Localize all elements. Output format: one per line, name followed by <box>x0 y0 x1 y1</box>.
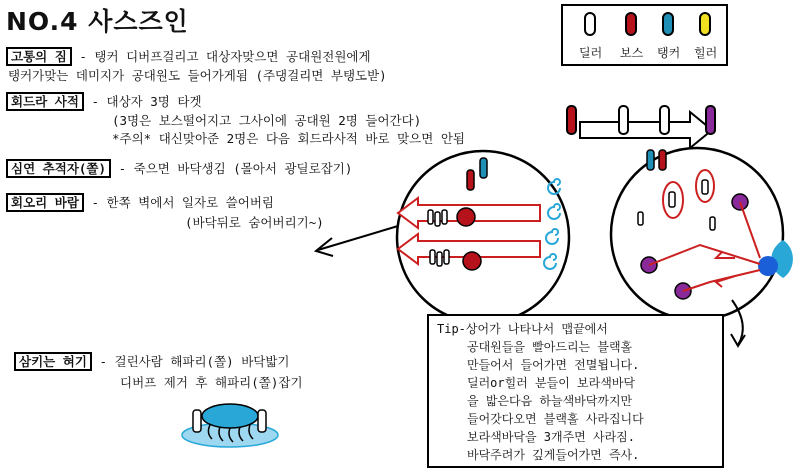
transition-arrow <box>580 112 712 148</box>
tip-line: 을 밟은다음 하늘색바닥까지만 <box>467 394 633 408</box>
jellyfish-platform-icon <box>182 404 278 447</box>
tip-box <box>427 314 724 468</box>
mechanic-name: 심연 추적자(쫄) <box>6 159 111 178</box>
tip-line: 보라색바닥을 3개주면 사라짐. <box>467 430 636 444</box>
legend-label-tank: 탱커 <box>657 46 681 60</box>
mechanic-abyss-stalker <box>6 159 352 177</box>
page-title: NO.4 사스즈인 <box>6 7 189 36</box>
mechanic-desc: (바닥뒤로 숨어버리기~) <box>185 215 324 230</box>
tip-line: 바닥주려가 깊게들어가면 즉사. <box>467 448 640 462</box>
arena-diagram-left <box>397 151 569 323</box>
legend-label-dealer: 딜러 <box>579 46 603 60</box>
arena-diagram-right <box>611 148 793 320</box>
tip-line: 공대원들을 빨아드리는 블랙홀 <box>467 340 633 354</box>
dealer-figure-icon <box>660 106 669 134</box>
legend-label-boss: 보스 <box>620 46 644 60</box>
mechanic-name: 회드라 사적 <box>6 92 84 111</box>
mechanic-devouring-tongue <box>14 352 290 370</box>
mechanic-target <box>6 92 202 110</box>
pointer-arrow <box>316 226 398 256</box>
mechanic-desc: - 대상자 3명 타겟 <box>91 94 202 109</box>
mechanic-burden <box>6 47 371 65</box>
mechanic-desc: - 걸린사람 해파리(쫄) 바닥밟기 <box>99 354 290 369</box>
mechanic-desc: - 한쪽 벽에서 일자로 쓸어버림 <box>91 195 274 210</box>
legend-dealer-icon <box>585 13 595 35</box>
legend-boss-icon <box>626 13 636 35</box>
mechanic-warning: *주의* 대신맞아준 2명은 다음 회드라사적 바로 맞으면 안됨 <box>112 131 465 146</box>
tip-line: 들어갓다오면 블랙홀 사라집니다 <box>467 412 644 426</box>
tip-line: 만들어서 들어가면 전멸됩니다. <box>467 358 640 372</box>
legend-tank-icon <box>663 13 673 35</box>
tip-line: Tip-상어가 나타나서 맵끝에서 <box>437 322 608 336</box>
mechanic-name: 고통의 짐 <box>6 47 72 66</box>
mechanic-name: 삼키는 혀기 <box>14 352 92 371</box>
tip-line: 딜러or힐러 분들이 보라색바닥 <box>467 376 636 390</box>
mechanic-desc: 탱커가맞는 데미지가 공대원도 들어가게됨 (주댕걸리면 부탱도받) <box>8 68 387 83</box>
legend-label-healer: 힐러 <box>694 46 718 60</box>
dealer-figure-icon <box>619 106 628 134</box>
legend-healer-icon <box>700 13 710 35</box>
mechanic-whirlwind <box>6 193 274 211</box>
mechanic-desc: 디버프 제거 후 해파리(쫄)잡기 <box>120 375 303 390</box>
purple-figure-icon <box>706 106 715 134</box>
mechanic-desc: (3명은 보스떨어지고 그사이에 공대원 2명 들어간다) <box>112 113 422 128</box>
mechanic-desc: - 죽으면 바닥생김 (몰아서 광딜로잡기) <box>118 161 353 176</box>
mechanic-desc: - 탱커 디버프걸리고 대상자맞으면 공대원전원에게 <box>79 49 371 64</box>
mechanic-name: 회오리 바람 <box>6 193 84 212</box>
boss-figure-icon <box>567 106 576 134</box>
